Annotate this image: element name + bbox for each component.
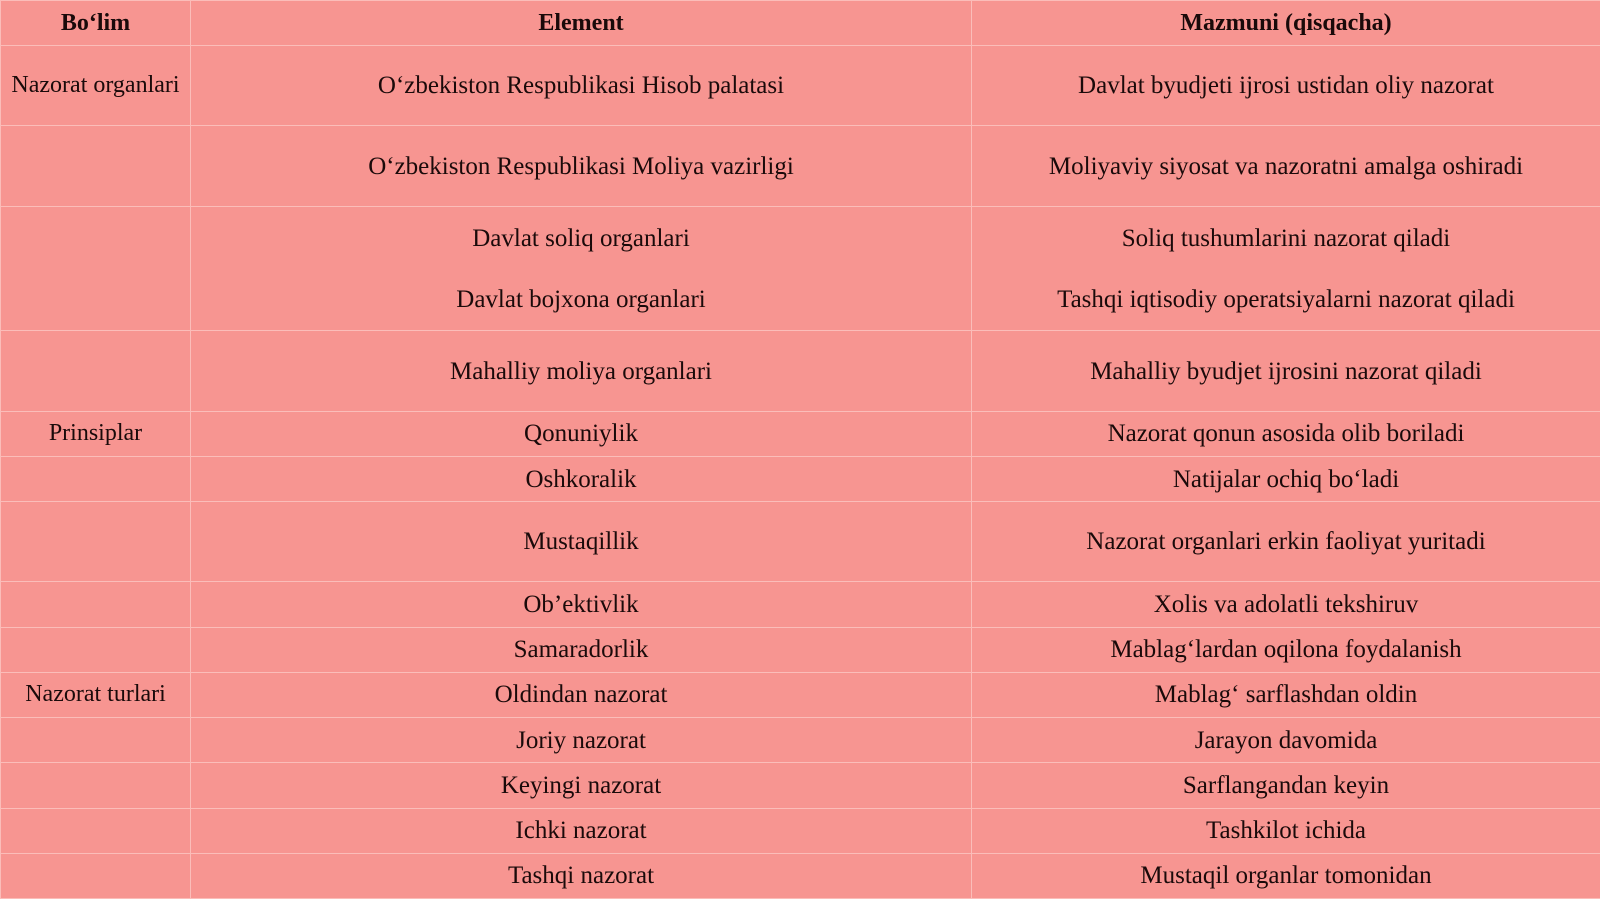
table-row	[1, 627, 1600, 672]
section-cell	[1, 206, 191, 331]
element-cell: O‘zbekiston Respublikasi Hisob palatasi	[191, 46, 972, 126]
section-cell	[1, 627, 191, 672]
element-cell: Ichki nazorat	[191, 808, 972, 853]
content-cell: Mablag‘ sarflashdan oldin	[972, 672, 1600, 717]
section-cell	[1, 582, 191, 627]
content-cell: Nazorat organlari erkin faoliyat yuritadi	[972, 502, 1600, 582]
element-cell: Keyingi nazorat	[191, 763, 972, 808]
table-row	[1, 126, 1600, 206]
content-cell: Mahalliy byudjet ijrosini nazorat qiladi	[972, 331, 1600, 411]
table-row	[1, 853, 1600, 898]
section-cell	[1, 502, 191, 582]
table-row	[1, 808, 1600, 853]
header-content: Mazmuni (qisqacha)	[972, 1, 1600, 46]
table-row	[1, 672, 1600, 717]
content-cell-a: Soliq tushumlarini nazorat qiladi	[1121, 224, 1451, 252]
section-cell: Nazorat turlari	[1, 672, 191, 717]
content-cell: Jarayon davomida	[972, 718, 1600, 763]
content-cell: Davlat byudjeti ijrosi ustidan oliy nazorat	[972, 46, 1600, 126]
element-cell: Qonuniylik	[191, 411, 972, 456]
section-cell	[1, 808, 191, 853]
table-row	[1, 206, 1600, 331]
section-cell	[1, 331, 191, 411]
table-row	[1, 331, 1600, 411]
section-cell-a	[9, 237, 182, 253]
content-cell: Sarflangandan keyin	[972, 763, 1600, 808]
element-cell: Joriy nazorat	[191, 718, 972, 763]
table-row	[1, 456, 1600, 501]
section-cell	[1, 853, 191, 898]
content-cell: Moliyaviy siyosat va nazoratni amalga oshiradi	[972, 126, 1600, 206]
content-cell-b: Tashqi iqtisodiy operatsiyalarni nazorat qiladi	[1057, 285, 1515, 313]
section-cell	[1, 718, 191, 763]
section-cell: Nazorat organlari	[1, 46, 191, 126]
element-cell: Oshkoralik	[191, 456, 972, 501]
table-row	[1, 46, 1600, 126]
content-cell: Tashkilot ichida	[972, 808, 1600, 853]
element-cell: Tashqi nazorat	[191, 853, 972, 898]
section-cell	[1, 456, 191, 501]
element-cell: Mahalliy moliya organlari	[191, 331, 972, 411]
table-row	[1, 582, 1600, 627]
table-row	[1, 718, 1600, 763]
section-cell	[1, 126, 191, 206]
table-row	[1, 502, 1600, 582]
header-row	[1, 1, 1600, 46]
content-cell: Mablag‘lardan oqilona foydalanish	[972, 627, 1600, 672]
element-cell: Samaradorlik	[191, 627, 972, 672]
content-cell	[972, 206, 1600, 331]
section-cell-b	[9, 253, 182, 301]
header-element: Element	[191, 1, 972, 46]
content-cell: Mustaqil organlar tomonidan	[972, 853, 1600, 898]
element-cell	[191, 206, 972, 331]
content-cell: Nazorat qonun asosida olib boriladi	[972, 411, 1600, 456]
element-cell-b: Davlat bojxona organlari	[456, 285, 706, 313]
header-section: Bo‘lim	[1, 1, 191, 46]
element-cell-a: Davlat soliq organlari	[472, 224, 690, 252]
element-cell: Mustaqillik	[191, 502, 972, 582]
element-cell: O‘zbekiston Respublikasi Moliya vazirligi	[191, 126, 972, 206]
section-cell	[1, 763, 191, 808]
content-cell: Xolis va adolatli tekshiruv	[972, 582, 1600, 627]
section-cell: Prinsiplar	[1, 411, 191, 456]
table-row	[1, 411, 1600, 456]
content-cell: Natijalar ochiq bo‘ladi	[972, 456, 1600, 501]
table-row	[1, 763, 1600, 808]
element-cell: Oldindan nazorat	[191, 672, 972, 717]
element-cell: Ob’ektivlik	[191, 582, 972, 627]
